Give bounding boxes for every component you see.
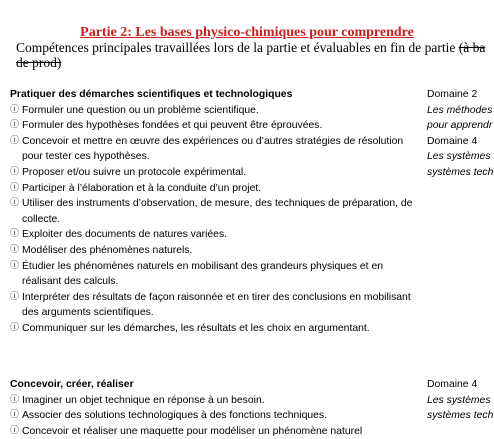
domain-label: Domaine 2 [427,89,478,100]
circled-exclamation-icon: ⓘ [10,410,20,421]
domain-description: pour apprendr [427,120,493,132]
item-text: Associer des solutions technologiques à des fonctions techniques. [22,410,327,422]
list-item [10,103,414,119]
domain-description: Les systèmes [427,151,491,163]
item-text: Étudier les phénomènes naturels en mobilisant des grandeurs physiques et en réalisant des calculs. [22,260,384,288]
item-text: Formuler une question ou un problème scientifique. [22,104,259,116]
circled-exclamation-icon: ⓘ [10,322,20,333]
circled-exclamation-icon: ⓘ [10,198,20,209]
list-item [10,227,414,243]
circled-exclamation-icon: ⓘ [10,120,20,131]
list-item [10,321,414,337]
item-text: Imaginer un objet technique en réponse à un besoin. [22,394,265,406]
item-text: Formuler des hypothèses fondées et qui peuvent être éprouvées. [22,120,323,132]
domain-label: Domaine 4 [427,135,478,147]
competences-intro [16,40,486,55]
circled-exclamation-icon: ⓘ [10,182,20,193]
section-demarches [10,87,414,337]
list-item [10,243,414,259]
item-text: Concevoir et mettre en œuvre des expériences ou d’autres stratégies de résolution pour tester ces hypothèses. [22,135,404,163]
circled-exclamation-icon: ⓘ [10,104,20,115]
list-item [10,259,414,290]
list-item [10,290,414,321]
domain-description: systèmes tech [427,410,494,422]
domain-description: Les systèmes [427,394,491,406]
intro-text: Compétences principales travaillées lors de la partie et évaluables en fin de partie [16,40,459,55]
item-text: Exploiter des documents de natures variées. [22,229,228,241]
list-item [10,118,414,134]
circled-exclamation-icon: ⓘ [10,229,20,240]
list-item [10,393,414,409]
list-item [10,181,414,197]
list-item [10,196,414,227]
item-text: Modéliser des phénomènes naturels. [22,244,193,256]
intro-struck-continuation: de prod) [16,55,62,70]
item-text: Participer à l’élaboration et à la conduite d’un projet. [22,182,262,194]
section-concevoir [10,377,414,439]
item-text: Concevoir et réaliser une maquette pour modéliser un phénomène naturel [22,425,363,437]
page-title: Partie 2: Les bases physico-chimiques pour comprendre [80,25,414,40]
circled-exclamation-icon: ⓘ [10,394,20,405]
domains-column [427,87,494,181]
domains-column [427,377,494,424]
intro-struck-text: (à ba [458,40,486,55]
domain-description: Les méthodes [427,104,493,116]
item-text: Interpréter des résultats de façon raisonnée et en tirer des conclusions en mobilisant des arguments scientifiques. [22,291,411,319]
circled-exclamation-icon: ⓘ [10,425,20,436]
item-text: Communiquer sur les démarches, les résultats et les choix en argumentant. [22,322,370,334]
circled-exclamation-icon: ⓘ [10,166,20,177]
circled-exclamation-icon: ⓘ [10,244,20,255]
list-item [10,134,414,165]
section-heading: Pratiquer des démarches scientifiques et technologiques [10,89,293,100]
domain-label: Domaine 4 [427,379,478,390]
domain-description: systèmes tech [427,166,494,178]
list-item [10,165,414,181]
circled-exclamation-icon: ⓘ [10,260,20,271]
list-item [10,408,414,424]
item-text: Utiliser des instruments d’observation, de mesure, des techniques de préparation, de collecte. [22,198,413,225]
circled-exclamation-icon: ⓘ [10,135,20,146]
item-text: Proposer et/ou suivre un protocole expérimental. [22,166,247,178]
section-heading: Concevoir, créer, réaliser [10,379,134,390]
circled-exclamation-icon: ⓘ [10,291,20,302]
